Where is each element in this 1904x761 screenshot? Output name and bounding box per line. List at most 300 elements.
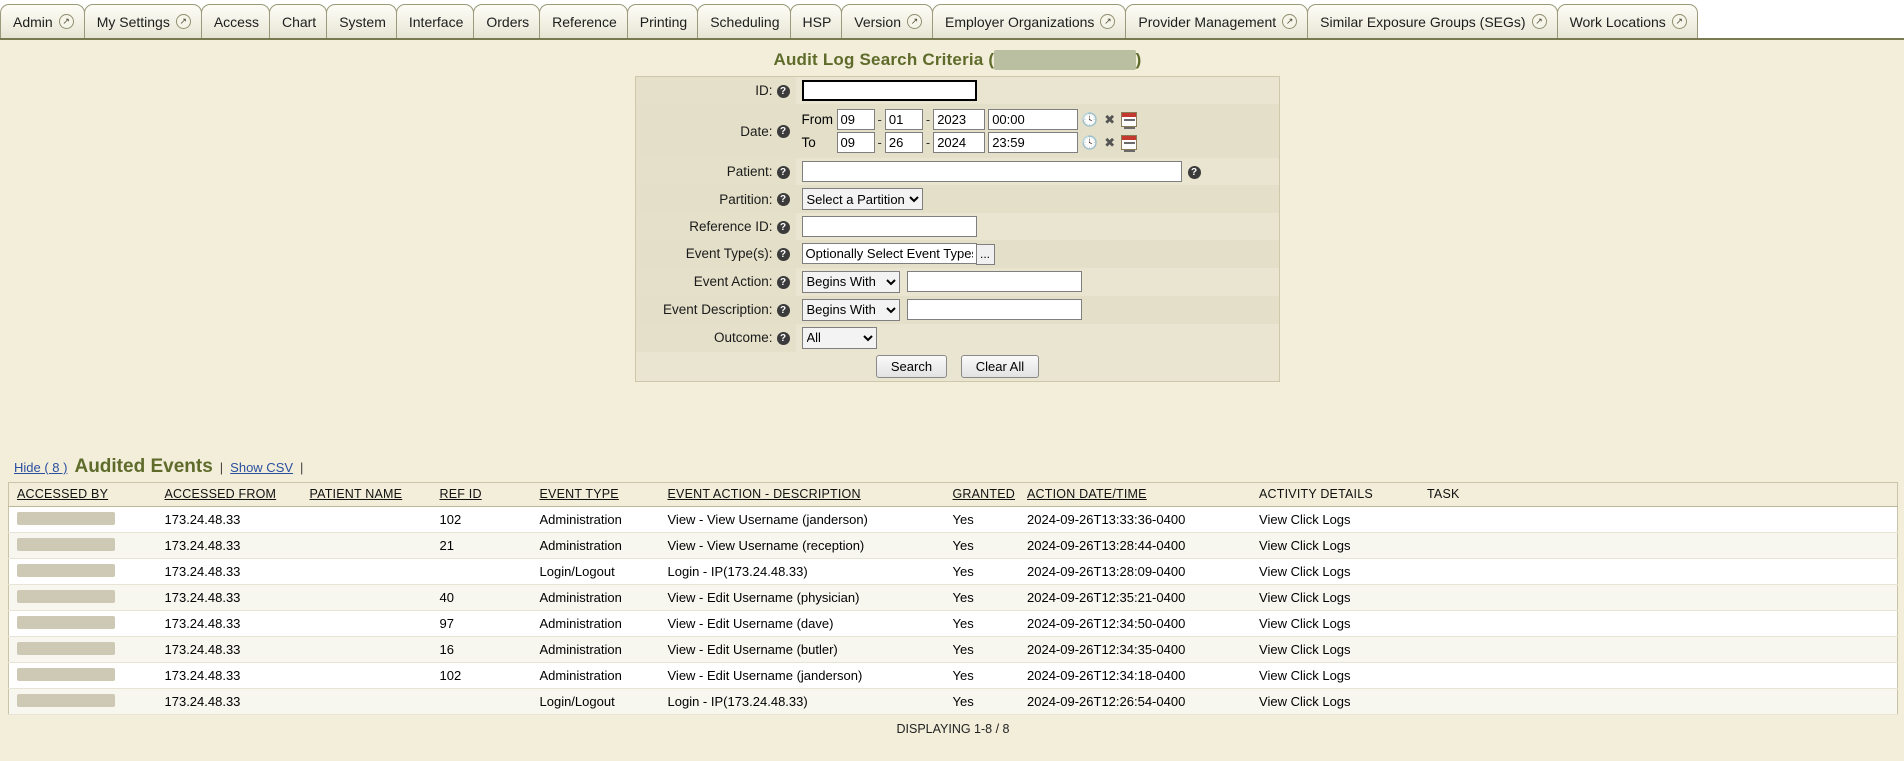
clear-icon[interactable]: ✖ xyxy=(1104,111,1116,127)
external-link-icon[interactable]: ↗ xyxy=(1282,14,1297,29)
tab-work-locations[interactable] xyxy=(1557,4,1698,38)
cell-event-type-text: Administration xyxy=(539,642,622,657)
audited-events-section xyxy=(0,456,1904,736)
cell-action-datetime xyxy=(1021,637,1253,663)
help-icon[interactable]: ? xyxy=(1188,166,1201,179)
calendar-icon[interactable] xyxy=(1121,135,1137,150)
help-icon[interactable]: ? xyxy=(777,85,790,98)
cell-event-action xyxy=(662,663,947,689)
cell-accessed-by xyxy=(9,663,159,689)
cell-accessed-from-text: 173.24.48.33 xyxy=(164,668,241,683)
tab-interface[interactable] xyxy=(396,4,474,38)
patient-label-cell xyxy=(636,158,796,185)
cell-accessed-by-text xyxy=(17,512,115,525)
date-from-time-input[interactable] xyxy=(988,109,1078,130)
cell-ref-id-text: 102 xyxy=(439,512,462,527)
date-from-row xyxy=(802,109,1274,130)
col-task-label: TASK xyxy=(1427,487,1460,501)
cell-granted xyxy=(947,559,1022,585)
form-row-outcome xyxy=(636,324,1280,352)
cell-accessed-from xyxy=(159,533,304,559)
cell-ref-id xyxy=(434,637,534,663)
table-row[interactable] xyxy=(9,559,1898,585)
form-row-id xyxy=(636,77,1280,105)
external-link-icon[interactable]: ↗ xyxy=(1672,14,1687,29)
cell-patient-name xyxy=(304,533,434,559)
cell-granted xyxy=(947,663,1022,689)
cell-accessed-by-text xyxy=(17,694,115,707)
cell-accessed-from xyxy=(159,637,304,663)
cell-activity-details-text[interactable]: View Click Logs xyxy=(1259,564,1351,579)
cell-action-datetime xyxy=(1021,507,1253,533)
cell-granted xyxy=(947,507,1022,533)
table-body xyxy=(9,507,1898,715)
cell-accessed-from xyxy=(159,663,304,689)
form-row-patient xyxy=(636,158,1280,185)
cell-activity-details xyxy=(1253,559,1421,585)
hide-link[interactable]: Hide ( 8 ) xyxy=(14,460,68,475)
results-title: Audited Events xyxy=(74,456,213,477)
show-csv-link[interactable]: Show CSV xyxy=(230,460,294,475)
displaying-count: DISPLAYING 1-8 / 8 xyxy=(896,722,1010,736)
tab-provider-management[interactable] xyxy=(1125,4,1308,38)
page-title-user-redacted xyxy=(994,50,1135,70)
partition-select[interactable] xyxy=(802,188,923,210)
form-row-reference-id xyxy=(636,213,1280,240)
outcome-cell xyxy=(796,324,1280,352)
form-row-event-description xyxy=(636,296,1280,324)
cell-event-action-text: View - Edit Username (dave) xyxy=(667,616,834,631)
cell-activity-details xyxy=(1253,611,1421,637)
col-patient-name-label[interactable]: PATIENT NAME xyxy=(309,487,403,501)
cell-ref-id xyxy=(434,533,534,559)
cell-patient-name xyxy=(304,637,434,663)
cell-activity-details-text[interactable]: View Click Logs xyxy=(1259,538,1351,553)
cell-action-datetime-text: 2024-09-26T13:28:09-0400 xyxy=(1027,564,1186,579)
cell-task xyxy=(1421,533,1897,559)
event-types-label-cell xyxy=(636,240,796,268)
cell-event-action-text: View - Edit Username (physician) xyxy=(667,590,860,605)
cell-activity-details xyxy=(1253,689,1421,715)
cell-accessed-from-text: 173.24.48.33 xyxy=(164,616,241,631)
date-label: Date: xyxy=(740,123,773,139)
audit-log-search-panel xyxy=(635,50,1280,382)
cell-accessed-by-text xyxy=(17,564,115,577)
event-types-input[interactable] xyxy=(802,243,977,264)
tab-label: Orders xyxy=(486,13,530,30)
table-header-row xyxy=(9,483,1898,507)
cell-task xyxy=(1421,637,1897,663)
cell-accessed-by-text xyxy=(17,616,115,629)
cell-action-datetime-text: 2024-09-26T13:33:36-0400 xyxy=(1027,512,1186,527)
date-from-dash-2: - xyxy=(925,112,931,127)
tab-system[interactable] xyxy=(326,4,397,38)
cell-ref-id xyxy=(434,663,534,689)
tab-my-settings[interactable] xyxy=(84,4,202,38)
tab-label: Access xyxy=(213,13,259,30)
date-to-month-input[interactable] xyxy=(837,132,875,153)
external-link-icon[interactable]: ↗ xyxy=(907,14,922,29)
col-accessed-from-label[interactable]: ACCESSED FROM xyxy=(164,487,277,501)
tab-label: HSP xyxy=(802,13,832,30)
cell-granted xyxy=(947,637,1022,663)
col-ref-id xyxy=(434,483,534,507)
col-event-type xyxy=(534,483,662,507)
cell-action-datetime-text: 2024-09-26T12:34:35-0400 xyxy=(1027,642,1186,657)
cell-granted xyxy=(947,689,1022,715)
tab-label: Employer Organizations xyxy=(945,13,1095,30)
date-to-day-input[interactable] xyxy=(885,132,923,153)
col-action-datetime xyxy=(1021,483,1253,507)
date-from-dash-1: - xyxy=(877,112,882,127)
cell-action-datetime xyxy=(1021,689,1253,715)
tab-orders[interactable] xyxy=(473,4,540,38)
tab-label: My Settings xyxy=(96,13,170,30)
cell-granted-text: Yes xyxy=(952,668,974,683)
cell-event-type xyxy=(534,637,662,663)
cell-event-action-text: View - View Username (reception) xyxy=(667,538,865,553)
tab-similar-exposure-groups-segs[interactable] xyxy=(1307,4,1557,38)
table-row[interactable] xyxy=(9,533,1898,559)
clock-icon[interactable]: 🕓 xyxy=(1081,111,1098,127)
cell-accessed-by xyxy=(9,637,159,663)
col-granted-label[interactable]: GRANTED xyxy=(952,487,1016,501)
cell-accessed-from xyxy=(159,585,304,611)
date-to-dash-1: - xyxy=(877,135,882,150)
tab-access[interactable] xyxy=(201,4,270,38)
cell-granted-text: Yes xyxy=(952,694,974,709)
form-row-partition xyxy=(636,185,1280,213)
cell-task xyxy=(1421,507,1897,533)
cell-event-action-text: View - View Username (janderson) xyxy=(667,512,868,527)
cell-accessed-from xyxy=(159,559,304,585)
tab-reference[interactable] xyxy=(539,4,628,38)
patient-input[interactable] xyxy=(802,161,1182,182)
tab-scheduling[interactable] xyxy=(697,4,790,38)
cell-accessed-from-text: 173.24.48.33 xyxy=(164,642,241,657)
cell-event-type xyxy=(534,533,662,559)
cell-action-datetime-text: 2024-09-26T12:34:18-0400 xyxy=(1027,668,1186,683)
form-buttons-cell xyxy=(636,352,1280,382)
search-button[interactable]: Search xyxy=(876,355,947,378)
event-action-label: Event Action: xyxy=(693,274,773,289)
cell-event-type-text: Administration xyxy=(539,668,622,683)
col-event-type-label[interactable]: EVENT TYPE xyxy=(539,487,619,501)
cell-event-action-text: View - Edit Username (butler) xyxy=(667,642,838,657)
cell-event-type-text: Administration xyxy=(539,512,622,527)
search-criteria-form xyxy=(635,76,1280,382)
tab-label: Admin xyxy=(13,13,53,30)
cell-event-type xyxy=(534,507,662,533)
cell-patient-name xyxy=(304,507,434,533)
table-row[interactable] xyxy=(9,689,1898,715)
help-icon[interactable]: ? xyxy=(777,248,790,261)
cell-action-datetime xyxy=(1021,533,1253,559)
help-icon[interactable]: ? xyxy=(777,125,790,138)
id-label-cell xyxy=(636,77,796,105)
event-types-picker-button[interactable]: ... xyxy=(976,244,995,265)
cell-granted-text: Yes xyxy=(952,616,974,631)
tab-label: System xyxy=(339,13,386,30)
event-action-label-cell xyxy=(636,268,796,296)
separator: | xyxy=(219,460,224,475)
col-accessed-by-label[interactable]: ACCESSED BY xyxy=(17,487,109,501)
date-to-year-input[interactable] xyxy=(933,132,985,153)
cell-task xyxy=(1421,663,1897,689)
event-description-cell xyxy=(796,296,1280,324)
cell-accessed-by xyxy=(9,611,159,637)
cell-ref-id xyxy=(434,507,534,533)
table-row[interactable] xyxy=(9,663,1898,689)
cell-action-datetime xyxy=(1021,611,1253,637)
cell-patient-name xyxy=(304,689,434,715)
event-action-input[interactable] xyxy=(907,271,1082,292)
clear-all-button[interactable]: Clear All xyxy=(961,355,1039,378)
table-row[interactable] xyxy=(9,585,1898,611)
help-icon[interactable]: ? xyxy=(777,276,790,289)
external-link-icon[interactable]: ↗ xyxy=(1532,14,1547,29)
cell-granted-text: Yes xyxy=(952,642,974,657)
calendar-icon[interactable] xyxy=(1121,112,1137,127)
cell-accessed-by-text xyxy=(17,668,115,681)
cell-granted xyxy=(947,611,1022,637)
date-to-label: To xyxy=(801,135,816,150)
cell-activity-details xyxy=(1253,637,1421,663)
outcome-select[interactable] xyxy=(802,327,877,349)
event-action-match-select[interactable] xyxy=(802,271,900,293)
cell-event-type-text: Administration xyxy=(539,538,622,553)
help-icon[interactable]: ? xyxy=(777,193,790,206)
cell-event-action-text: Login - IP(173.24.48.33) xyxy=(667,694,808,709)
page-title-prefix: Audit Log Search Criteria ( xyxy=(773,50,995,69)
form-row-date xyxy=(636,104,1280,158)
cell-event-type-text: Login/Logout xyxy=(539,694,615,709)
cell-patient-name xyxy=(304,585,434,611)
cell-accessed-from-text: 173.24.48.33 xyxy=(164,694,241,709)
date-to-row xyxy=(802,132,1274,153)
help-icon[interactable]: ? xyxy=(777,166,790,179)
cell-task xyxy=(1421,611,1897,637)
outcome-label-cell xyxy=(636,324,796,352)
page-title xyxy=(635,50,1280,70)
col-task xyxy=(1421,483,1897,507)
tab-label: Work Locations xyxy=(1569,13,1666,30)
cell-granted-text: Yes xyxy=(952,564,974,579)
event-description-label: Event Description: xyxy=(662,302,773,317)
date-from-month-input[interactable] xyxy=(837,109,875,130)
cell-event-type-text: Login/Logout xyxy=(539,564,615,579)
results-header xyxy=(0,456,1904,482)
cell-event-action xyxy=(662,533,947,559)
cell-granted-text: Yes xyxy=(952,538,974,553)
reference-id-label: Reference ID: xyxy=(689,219,773,234)
cell-activity-details-text[interactable]: View Click Logs xyxy=(1259,668,1351,683)
tab-label: Scheduling xyxy=(710,13,780,30)
date-to-time-input[interactable] xyxy=(988,132,1078,153)
cell-event-type xyxy=(534,585,662,611)
cell-ref-id xyxy=(434,559,534,585)
cell-ref-id xyxy=(434,611,534,637)
date-from-day-input[interactable] xyxy=(885,109,923,130)
cell-event-action xyxy=(662,507,947,533)
event-types-label: Event Type(s): xyxy=(685,246,773,262)
clock-icon[interactable]: 🕓 xyxy=(1081,134,1098,150)
cell-ref-id-text: 21 xyxy=(439,538,454,553)
external-link-icon[interactable]: ↗ xyxy=(1100,14,1115,29)
date-from-year-input[interactable] xyxy=(933,109,985,130)
cell-event-type xyxy=(534,611,662,637)
cell-accessed-by-text xyxy=(17,538,115,551)
cell-granted xyxy=(947,585,1022,611)
cell-accessed-by xyxy=(9,533,159,559)
tab-version[interactable] xyxy=(841,4,933,38)
cell-accessed-from xyxy=(159,507,304,533)
reference-id-input[interactable] xyxy=(802,216,977,237)
cell-activity-details xyxy=(1253,533,1421,559)
cell-action-datetime xyxy=(1021,585,1253,611)
patient-label: Patient: xyxy=(726,164,773,179)
cell-action-datetime xyxy=(1021,663,1253,689)
tab-admin[interactable] xyxy=(0,4,85,38)
cell-event-action xyxy=(662,689,947,715)
form-row-buttons xyxy=(636,352,1280,382)
partition-label-cell xyxy=(636,185,796,213)
cell-ref-id-text: 97 xyxy=(439,616,454,631)
external-link-icon[interactable]: ↗ xyxy=(59,14,74,29)
external-link-icon[interactable]: ↗ xyxy=(176,14,191,29)
table-row[interactable] xyxy=(9,507,1898,533)
cell-accessed-from-text: 173.24.48.33 xyxy=(164,564,241,579)
cell-accessed-by xyxy=(9,585,159,611)
event-description-match-select[interactable] xyxy=(802,299,900,321)
event-types-cell xyxy=(796,240,1280,268)
cell-accessed-by xyxy=(9,689,159,715)
cell-event-action xyxy=(662,637,947,663)
event-description-input[interactable] xyxy=(907,299,1082,320)
tab-label: Provider Management xyxy=(1138,13,1277,30)
col-patient-name xyxy=(304,483,434,507)
col-event-action xyxy=(662,483,947,507)
cell-activity-details-text[interactable]: View Click Logs xyxy=(1259,512,1351,527)
cell-activity-details xyxy=(1253,663,1421,689)
help-icon[interactable]: ? xyxy=(777,304,790,317)
tab-label: Similar Exposure Groups (SEGs) xyxy=(1320,13,1526,30)
page-title-suffix: ) xyxy=(1135,50,1142,69)
clear-icon[interactable]: ✖ xyxy=(1104,134,1116,150)
event-action-cell xyxy=(796,268,1280,296)
cell-activity-details-text[interactable]: View Click Logs xyxy=(1259,694,1351,709)
col-activity-details xyxy=(1253,483,1421,507)
cell-action-datetime-text: 2024-09-26T12:26:54-0400 xyxy=(1027,694,1186,709)
cell-ref-id-text: 16 xyxy=(439,642,454,657)
help-icon[interactable]: ? xyxy=(777,332,790,345)
cell-ref-id-text: 102 xyxy=(439,668,462,683)
cell-patient-name xyxy=(304,611,434,637)
col-accessed-by xyxy=(9,483,159,507)
tab-printing[interactable] xyxy=(627,4,698,38)
tab-label: Printing xyxy=(639,13,688,30)
id-label: ID: xyxy=(755,83,773,98)
reference-id-input-cell xyxy=(796,213,1280,240)
date-label-cell xyxy=(636,104,796,158)
table-row[interactable] xyxy=(9,637,1898,663)
cell-ref-id xyxy=(434,689,534,715)
tab-employer-organizations[interactable] xyxy=(932,4,1126,38)
id-input-cell xyxy=(796,77,1280,105)
cell-action-datetime xyxy=(1021,559,1253,585)
tab-label: Reference xyxy=(552,13,617,30)
cell-activity-details xyxy=(1253,507,1421,533)
col-ref-id-label[interactable]: REF ID xyxy=(439,487,482,501)
col-granted xyxy=(947,483,1022,507)
cell-accessed-from xyxy=(159,611,304,637)
cell-event-action-text: View - Edit Username (janderson) xyxy=(667,668,863,683)
cell-action-datetime-text: 2024-09-26T13:28:44-0400 xyxy=(1027,538,1186,553)
cell-task xyxy=(1421,689,1897,715)
cell-event-action xyxy=(662,611,947,637)
cell-event-type xyxy=(534,559,662,585)
tab-hsp[interactable] xyxy=(790,4,843,38)
cell-event-action xyxy=(662,585,947,611)
cell-accessed-from-text: 173.24.48.33 xyxy=(164,512,241,527)
cell-activity-details-text[interactable]: View Click Logs xyxy=(1259,616,1351,631)
cell-granted-text: Yes xyxy=(952,590,974,605)
cell-event-type xyxy=(534,663,662,689)
cell-task xyxy=(1421,585,1897,611)
cell-activity-details-text[interactable]: View Click Logs xyxy=(1259,590,1351,605)
tab-chart[interactable] xyxy=(269,4,327,38)
tab-label: Version xyxy=(854,13,901,30)
table-header xyxy=(9,483,1898,507)
date-to-dash-2: - xyxy=(925,135,931,150)
separator: | xyxy=(300,460,304,475)
cell-event-type-text: Administration xyxy=(539,590,622,605)
col-activity-details-label: ACTIVITY DETAILS xyxy=(1259,487,1373,501)
cell-action-datetime-text: 2024-09-26T12:35:21-0400 xyxy=(1027,590,1186,605)
tab-label: Interface xyxy=(408,13,464,30)
table-row[interactable] xyxy=(9,611,1898,637)
outcome-label: Outcome: xyxy=(713,330,773,345)
cell-accessed-from-text: 173.24.48.33 xyxy=(164,590,241,605)
cell-action-datetime-text: 2024-09-26T12:34:50-0400 xyxy=(1027,616,1186,631)
cell-task xyxy=(1421,559,1897,585)
col-action-datetime-label[interactable]: ACTION DATE/TIME xyxy=(1027,487,1147,501)
help-icon[interactable]: ? xyxy=(777,221,790,234)
cell-activity-details xyxy=(1253,585,1421,611)
cell-patient-name xyxy=(304,663,434,689)
form-row-event-action xyxy=(636,268,1280,296)
cell-ref-id xyxy=(434,585,534,611)
col-accessed-from xyxy=(159,483,304,507)
audited-events-table xyxy=(8,482,1898,715)
cell-accessed-from xyxy=(159,689,304,715)
cell-granted xyxy=(947,533,1022,559)
cell-accessed-by-text xyxy=(17,642,115,655)
col-event-action-label[interactable]: EVENT ACTION - DESCRIPTION xyxy=(667,487,861,501)
cell-accessed-by xyxy=(9,559,159,585)
tab-label: Chart xyxy=(281,13,317,30)
reference-id-label-cell xyxy=(636,213,796,240)
cell-event-action-text: Login - IP(173.24.48.33) xyxy=(667,564,808,579)
cell-patient-name xyxy=(304,559,434,585)
cell-activity-details-text[interactable]: View Click Logs xyxy=(1259,642,1351,657)
id-input[interactable] xyxy=(802,80,977,101)
form-row-event-types xyxy=(636,240,1280,268)
partition-label: Partition: xyxy=(719,191,773,207)
cell-event-action xyxy=(662,559,947,585)
main-tab-bar xyxy=(0,0,1904,40)
partition-select-cell xyxy=(796,185,1280,213)
